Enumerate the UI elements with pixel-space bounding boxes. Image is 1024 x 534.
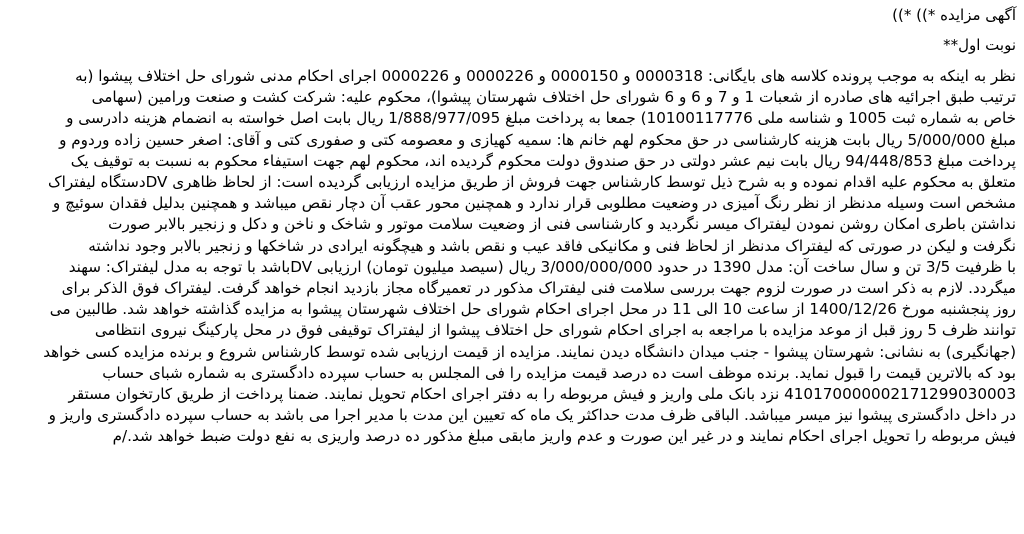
- body-line: (جهانگیری) به نشانی: شهرستان پیشوا - جنب میدان دانشگاه دیدن نمایند. مزایده از قیمت ارزیابی شده توسط کارشناس شروع و برنده مزایده کسی خواهد: [43, 342, 1016, 361]
- body-line: نگرفت و لیکن در صورتی که لیفتراک مدنظر از لحاظ فنی و مکانیکی فاقد عیب و نقص باشد و هیچگونه ایرادی در شاخکها و زنجیر بالابر وجود نداشته: [88, 236, 1016, 255]
- body-line: با ظرفیت 3/5 تن و سال ساخت آن: مدل 1390 در حدود 3/000/000/000 ریال (سیصد میلیون تومان) ارزیابی DVباشد با توجه به مدل لیفتراک: سهند: [68, 257, 1016, 276]
- body-line: توانند ظرف 5 روز قبل از موعد مزایده با مراجعه به اجرای احکام شورای حل اختلاف پیشوا از لیفتراک توقیفی فوق در محل پارکینگ نیروی انتظامی: [94, 321, 1016, 340]
- body-line: نظر به اینکه به موجب پرونده کلاسه های بایگانی: 0000318 و 0000150 و 0000226 و 0000226 اجرای احکام مدنی شورای حل اختلاف پیشوا (به: [75, 67, 1016, 85]
- body-line: نداشتن باطری امکان روشن نمودن لیفتراک میسر نگردید و کارشناسی فنی از وضعیت سلامت موتور و شاخک و ناخن و دکل و زنجیر بالابر صورت: [108, 215, 1016, 234]
- body-line: متعلق به محکوم علیه اقدام نموده و به شرح ذیل توسط کارشناس جهت فروش از طریق مزایده ارزیابی گردیده است: از لحاظ ظاهری DVدستگاه لیفتراک: [48, 173, 1016, 192]
- body-line: مشخص است وسیله مدنظر از نظر رنگ آمیزی در وضعیت مطلوبی قرار ندارد و همچنین محور عقب آن دچار نقص میباشد و همچنین بدلیل فقدان سوئیچ و: [52, 194, 1016, 213]
- body-line: ترتیب طبق اجرائیه های صادره از شعبات 1 و 7 و 6 و 6 شورای حل اختلاف شهرستان پیشوا)، محکوم علیه: شرکت کشت و صنعت ورامین (سهامی: [91, 88, 1016, 107]
- body-line: فیش مربوطه را تحویل اجرای احکام نمایند و در غیر این صورت و عدم واریز مابقی مبلغ مذکور ده درصد واریزی به نفع دولت ضبط خواهد شد./م: [112, 427, 1016, 446]
- body-line: روز پنجشنبه مورخ 1400/12/26 از ساعت 10 الی 11 در محل اجرای احکام شورای حل اختلاف شهرستان پیشوا به مزایده گذاشته خواهد شد. طالبین می: [49, 300, 1016, 319]
- body-line: مبلغ 5/000/000 ریال بابت هزینه کارشناسی در حق محکوم لهم خانم ها: سمیه کهیازی و معصومه کتی و صفوری کتی و آقای: اصغر حسین زاده وردوم و: [59, 130, 1016, 149]
- body-line: بود که بالاترین قیمت را قبول نماید. برنده موظف است ده درصد قیمت مزایده را فی المجلس به حساب سپرده دادگستری به شماره شبای حساب: [102, 363, 1016, 382]
- auction-notice: [6, 4, 1016, 530]
- notice-title: آگهی مزایده *)) *)): [892, 6, 1016, 24]
- body-line: خاص به شماره ثبت 1005 و شناسه ملی 10100117776) جمعا به پرداخت مبلغ 1/888/977/095 ریال بابت اصل خواسته به انضمام هزینه دادرسی و: [66, 109, 1016, 128]
- body-line: پرداخت مبلغ 94/448/853 ریال بابت نیم عشر دولتی در حق صندوق دولت محکوم گردیده اند، محکوم لهم جهت استیفاء محکوم به نسبت به توقیف یک: [70, 151, 1016, 170]
- body-line: میگردد. لازم به ذکر است در صورت لزوم جهت بررسی سلامت فنی لیفتراک مذکور در تعمیرگاه مجاز بازدید انجام خواهد گرفت. لیفتراک فوق الذکر برای: [61, 279, 1016, 298]
- notice-round: نوبت اول**: [943, 36, 1016, 54]
- notice-body: [6, 66, 1016, 448]
- body-line: 410170000002171299030003 نزد بانک ملی واریز و فیش مربوطه را به دفتر اجرای احکام تحویل نمایند. ضمنا پرداخت از طریق کارتخوان مستقر: [68, 385, 1016, 404]
- body-line: در داخل دادگستری پیشوا نیز میسر میباشد. الباقی ظرف مدت حداکثر یک ماه که تعیین این مدت با مدیر اجرا می باشد به حساب سپرده دادگستری واریز و: [48, 406, 1016, 425]
